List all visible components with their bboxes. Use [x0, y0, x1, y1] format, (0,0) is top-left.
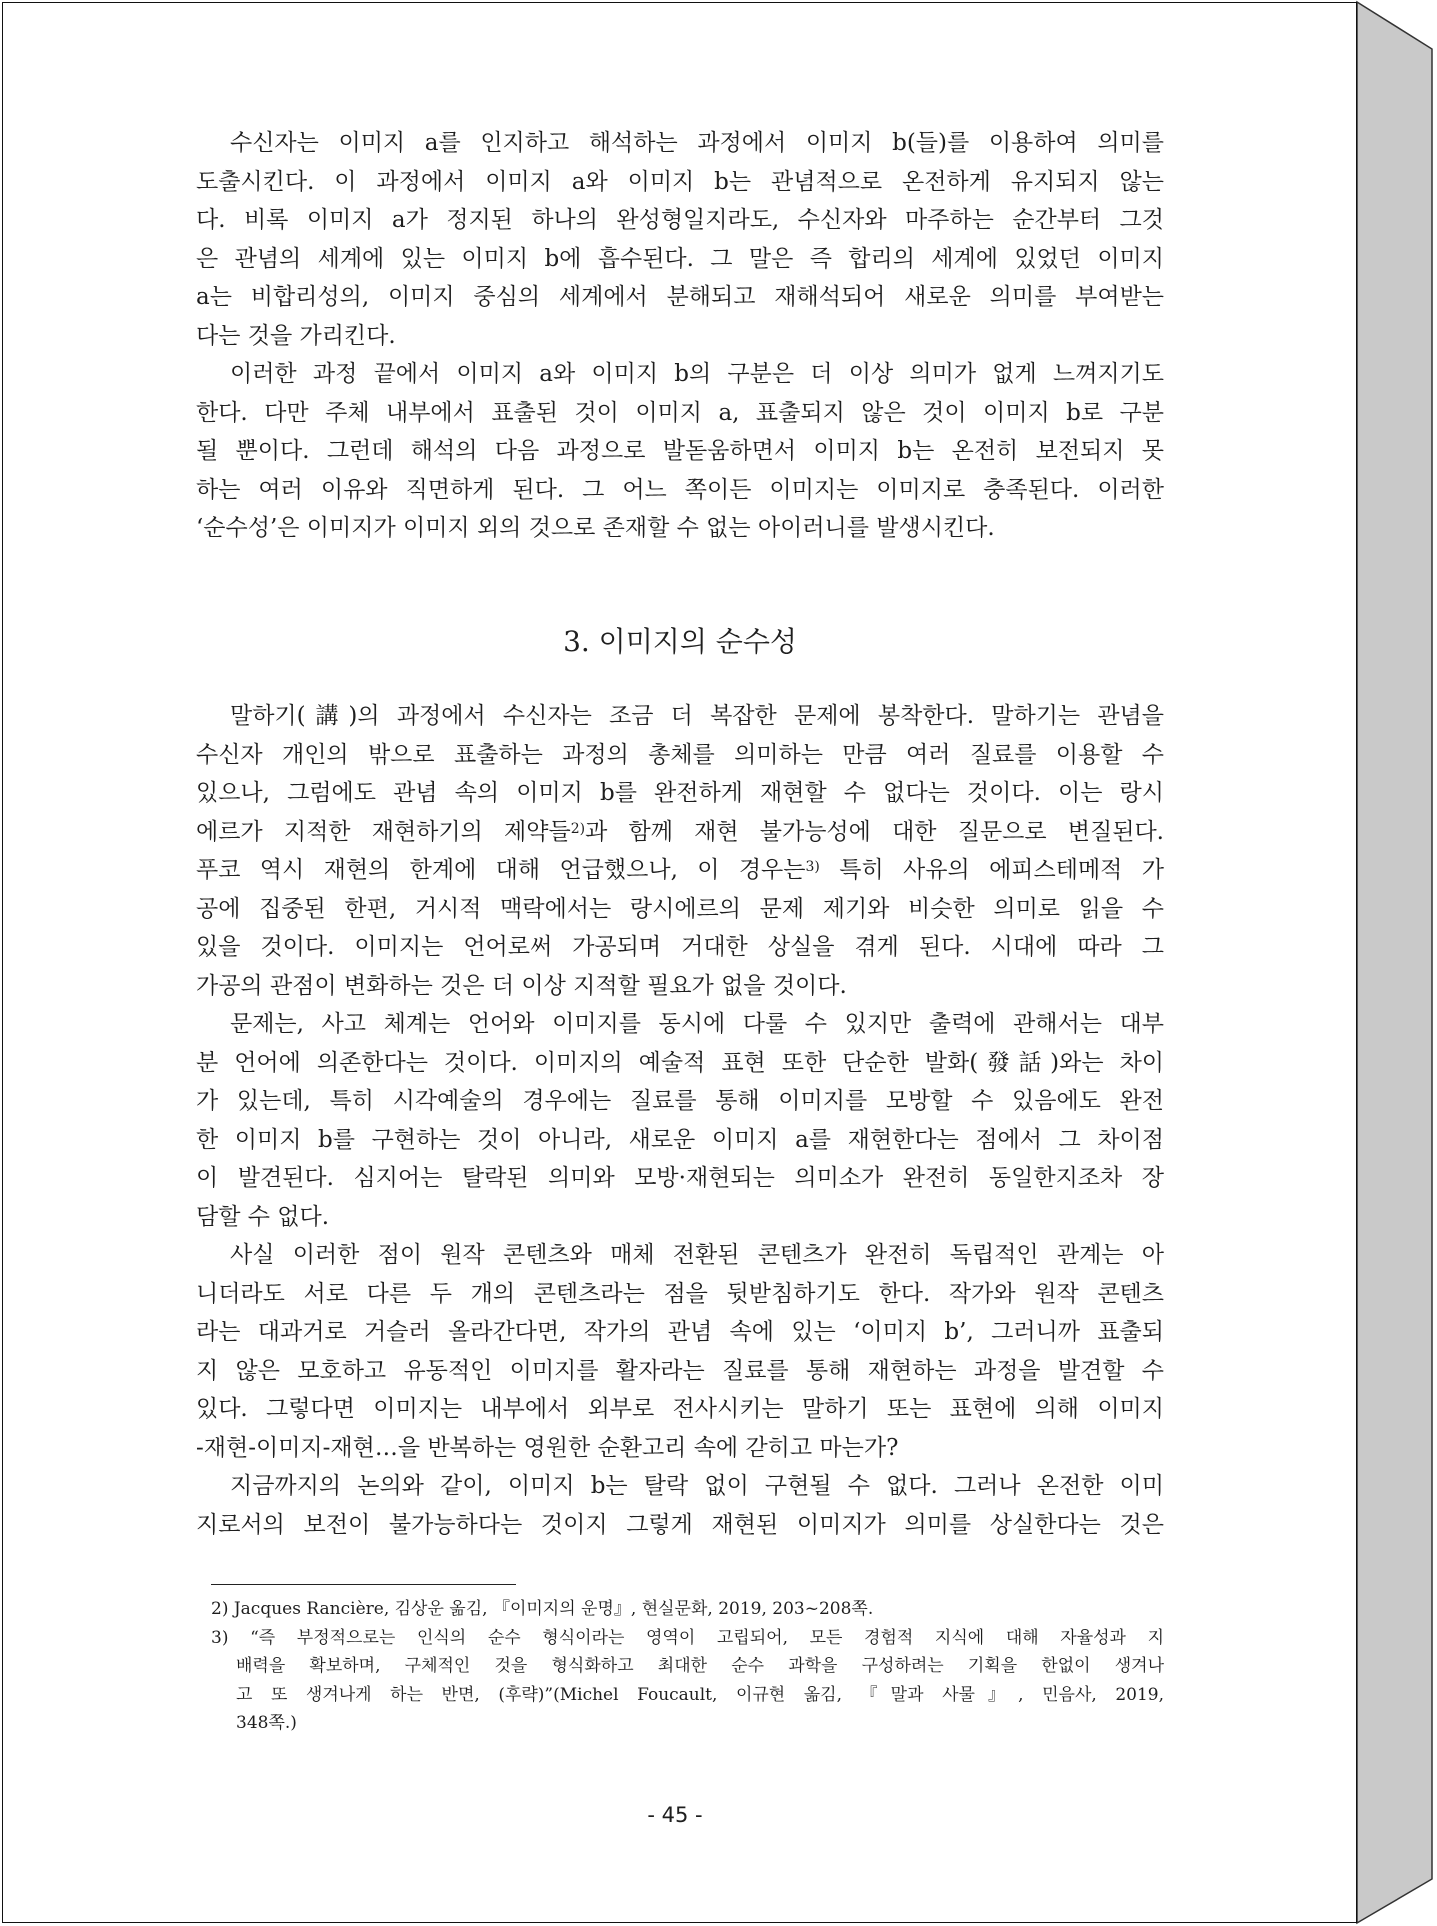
- text-line: 될 뿐이다. 그런데 해석의 다음 과정으로 발돋움하면서 이미지 b는 온전히 보전되지 못: [196, 438, 1164, 464]
- text-line: [196, 813, 1164, 852]
- text-line: 가 있는데, 특히 시각예술의 경우에는 질료를 통해 이미지를 모방할 수 있음에도 완전: [196, 1088, 1164, 1114]
- text-line: 이 발견된다. 심지어는 탈락된 의미와 모방·재현되는 의미소가 완전히 동일한지조차 장: [196, 1165, 1164, 1191]
- text-line: 있으나, 그럼에도 관념 속의 이미지 b를 완전하게 재현할 수 없다는 것이다. 이는 랑시: [196, 780, 1164, 806]
- text-line: 지로서의 보전이 불가능하다는 것이지 그렇게 재현된 이미지가 의미를 상실한다는 것은: [196, 1511, 1164, 1538]
- footnote-line: 배력을 확보하며, 구체적인 것을 형식화하고 최대한 순수 과학을 구성하려는 기획을 한없이 생겨나: [236, 1656, 1164, 1676]
- text-line: 사실 이러한 점이 원작 콘텐츠와 매체 전환된 콘텐츠가 완전히 독립적인 관계는 아: [230, 1242, 1164, 1268]
- text-line: 도출시킨다. 이 과정에서 이미지 a와 이미지 b는 관념적으로 온전하게 유지되지 않는: [196, 168, 1164, 195]
- paragraph: [196, 1236, 1164, 1467]
- text-line: 다. 비록 이미지 a가 정지된 하나의 완성형일지라도, 수신자와 마주하는 순간부터 그것: [196, 207, 1164, 233]
- text-line: 있을 것이다. 이미지는 언어로써 가공되며 거대한 상실을 겪게 된다. 시대에 따라 그: [196, 934, 1164, 960]
- page-stack-shape: [1357, 2, 1432, 1923]
- footnotes: [211, 1595, 1164, 1738]
- paragraph: [196, 697, 1164, 1005]
- footnote: [211, 1624, 1164, 1738]
- text-line: 있다. 그렇다면 이미지는 내부에서 외부로 전사시키는 말하기 또는 표현에 의해 이미지: [196, 1396, 1164, 1422]
- text-line: 수신자는 이미지 a를 인지하고 해석하는 과정에서 이미지 b(들)를 이용하여 의미를: [230, 130, 1164, 156]
- footnote-line: 고 또 생겨나게 하는 반면, (후략)”(Michel Foucault, 이규현 옮김, 『말과 사물』, 민음사, 2019,: [236, 1684, 1164, 1705]
- text-line: 다는 것을 가리킨다.: [196, 322, 396, 349]
- text-line: 하는 여러 이유와 직면하게 된다. 그 어느 쪽이든 이미지는 이미지로 충족된다. 이러한: [196, 476, 1164, 503]
- text-line: 문제는, 사고 체계는 언어와 이미지를 동시에 다룰 수 있지만 출력에 관해서는 대부: [230, 1011, 1164, 1037]
- footnote-divider: [211, 1584, 516, 1585]
- text-line: 니더라도 서로 다른 두 개의 콘텐츠라는 점을 뒷받침하기도 한다. 작가와 원작 콘텐츠: [196, 1280, 1164, 1307]
- footnote-line: 3) “즉 부정적으로는 인식의 순수 형식이라는 영역이 고립되어, 모든 경험적 지식에 대해 자율성과 지: [211, 1627, 1164, 1648]
- footnote-line: 348쪽.): [236, 1713, 297, 1733]
- text-line: 은 관념의 세계에 있는 이미지 b에 흡수된다. 그 말은 즉 합리의 세계에 있었던 이미지: [196, 245, 1164, 272]
- text-line: 가공의 관점이 변화하는 것은 더 이상 지적할 필요가 없을 것이다.: [196, 972, 847, 999]
- text-line: -재현-이미지-재현…을 반복하는 영원한 순환고리 속에 갇히고 마는가?: [196, 1434, 899, 1461]
- page-number: - 45 -: [647, 1803, 703, 1827]
- paragraph: [196, 1467, 1164, 1544]
- footnote-ref: 2): [570, 820, 586, 837]
- footnote: [211, 1595, 1164, 1624]
- paragraph: [196, 355, 1164, 548]
- text-segment: 특히 사유의 에피스테메적 가: [819, 857, 1164, 883]
- text-line: 이러한 과정 끝에서 이미지 a와 이미지 b의 구분은 더 이상 의미가 없게 느껴지기도: [230, 361, 1164, 387]
- text-line: ‘순수성’은 이미지가 이미지 외의 것으로 존재할 수 없는 아이러니를 발생시킨다.: [196, 515, 995, 541]
- text-segment: 푸코 역시 재현의 한계에 대해 언급했으나, 이 경우는: [196, 857, 806, 883]
- paragraph: [196, 1005, 1164, 1236]
- text-line: a는 비합리성의, 이미지 중심의 세계에서 분해되고 재해석되어 새로운 의미를 부여받는: [196, 284, 1164, 310]
- section-text: [196, 697, 1164, 1544]
- text-line: 한 이미지 b를 구현하는 것이 아니라, 새로운 이미지 a를 재현한다는 점에서 그 차이점: [196, 1126, 1164, 1153]
- text-line: 지 않은 모호하고 유동적인 이미지를 활자라는 질료를 통해 재현하는 과정을 발견할 수: [196, 1357, 1164, 1384]
- footnote-ref: 3): [805, 859, 820, 875]
- text-line: 분 언어에 의존한다는 것이다. 이미지의 예술적 표현 또한 단순한 발화(發話)와는 차이: [196, 1049, 1165, 1076]
- text-line: 지금까지의 논의와 같이, 이미지 b는 탈락 없이 구현될 수 없다. 그러나 온전한 이미: [230, 1473, 1164, 1499]
- text-line: 말하기(講)의 과정에서 수신자는 조금 더 복잡한 문제에 봉착한다. 말하기는 관념을: [230, 703, 1164, 729]
- text-line: 라는 대과거로 거슬러 올라간다면, 작가의 관념 속에 있는 ‘이미지 b’, 그러니까 표출되: [196, 1319, 1164, 1345]
- paragraph: [196, 124, 1164, 355]
- text-line: 공에 집중된 한편, 거시적 맥락에서는 랑시에르의 문제 제기와 비슷한 의미로 읽을 수: [196, 895, 1164, 922]
- text-line: [196, 851, 1164, 890]
- section-heading: 3. 이미지의 순수성: [563, 625, 797, 658]
- text-segment: 에르가 지적한 재현하기의 제약들: [196, 818, 571, 845]
- text-segment: 과 함께 재현 불가능성에 대한 질문으로 변질된다.: [585, 818, 1164, 845]
- intro-text: [196, 124, 1164, 548]
- text-line: 수신자 개인의 밖으로 표출하는 과정의 총체를 의미하는 만큼 여러 질료를 이용할 수: [196, 741, 1164, 768]
- footnote-line: 2) Jacques Rancière, 김상운 옮김, 『이미지의 운명』, 현실문화, 2019, 203~208쪽.: [211, 1599, 874, 1619]
- text-line: 담할 수 없다.: [196, 1203, 330, 1230]
- text-line: 한다. 다만 주체 내부에서 표출된 것이 이미지 a, 표출되지 않은 것이 이미지 b로 구분: [196, 399, 1164, 426]
